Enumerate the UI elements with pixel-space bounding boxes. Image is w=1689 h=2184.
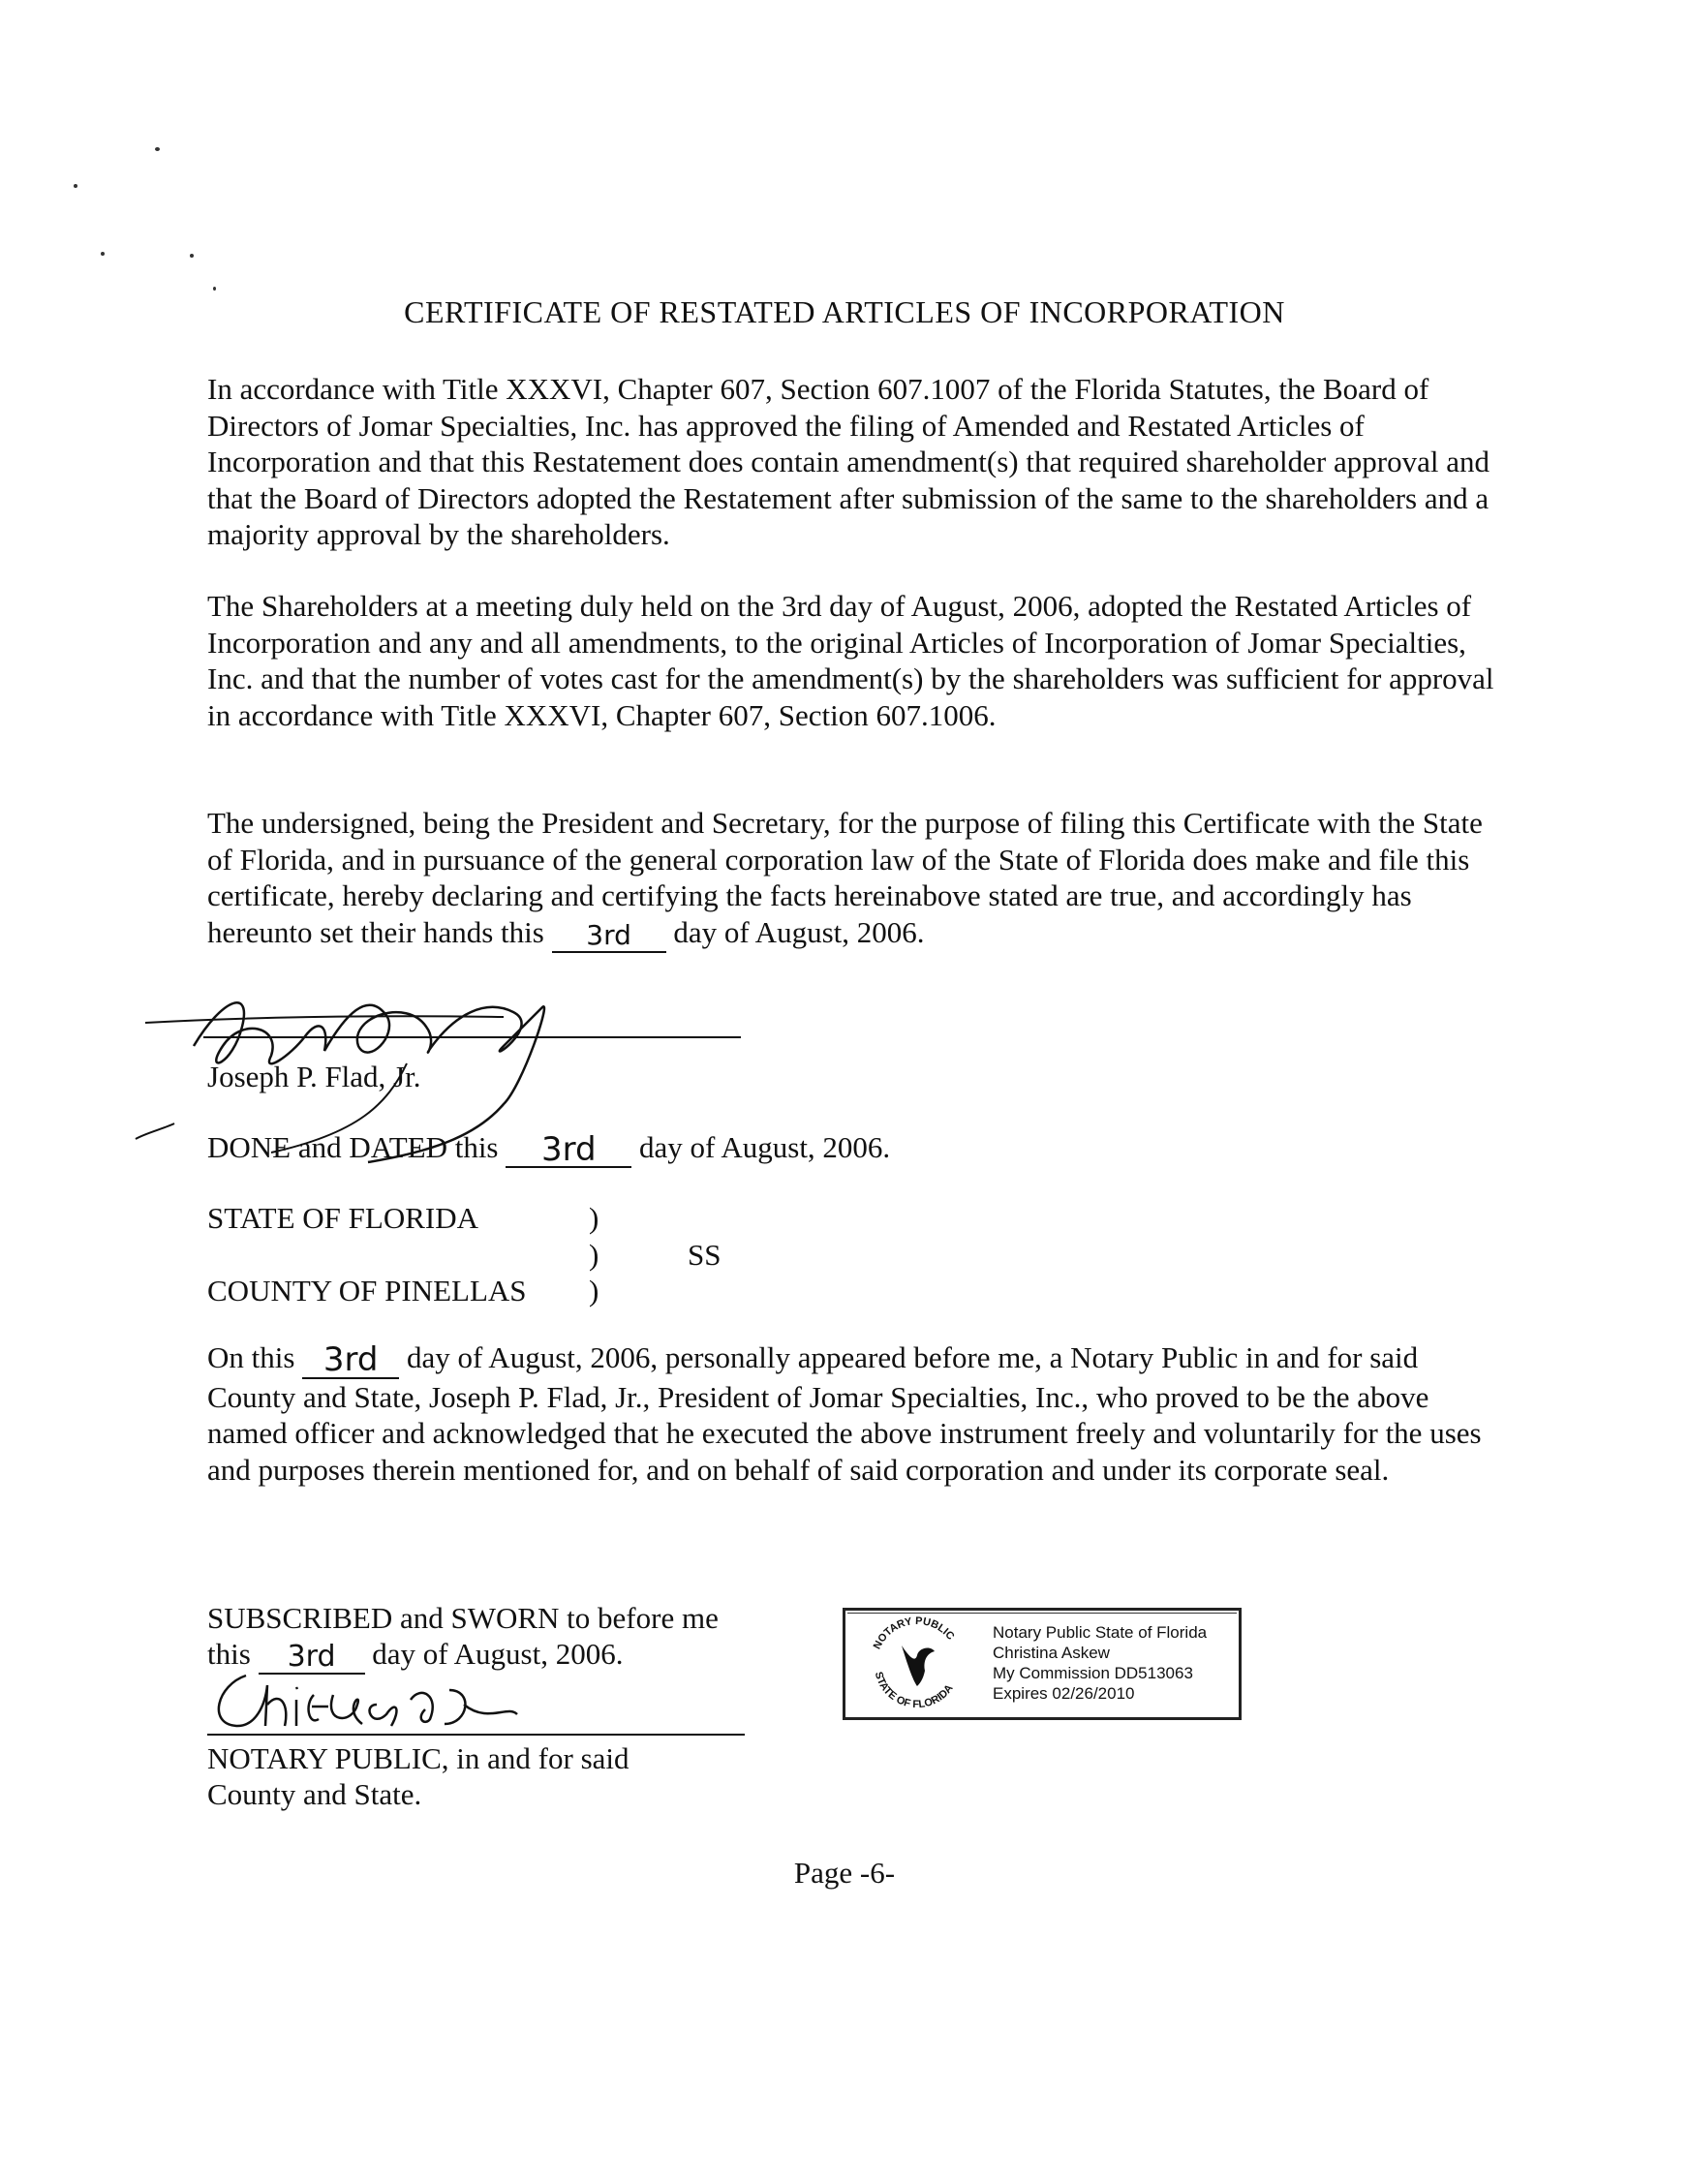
ack-text-after: day of August, 2006, personally appeared before me, a Notary Public in and for said County and State, Joseph P. Flad, Jr., President of Jomar Specialties, Inc., who proved to be the above named officer and acknowledged that he executed the above instrument freely and voluntarily for the uses and purposes therein mentioned for, and on behalf of said corporation and under its corporate seal. [207, 1340, 1482, 1487]
notary-signature-scrawl [207, 1666, 537, 1743]
signer-name: Joseph P. Flad, Jr. [207, 1060, 421, 1093]
ack-text-before: On this [207, 1340, 295, 1374]
scan-speck [74, 184, 77, 188]
document-title: CERTIFICATE OF RESTATED ARTICLES OF INCORPORATION [404, 294, 1285, 329]
stamp-line-2: Christina Askew [993, 1644, 1110, 1662]
paren-2: ) [589, 1238, 599, 1272]
notary-stamp [843, 1608, 1242, 1720]
notary-seal-emblem [859, 1616, 975, 1713]
paragraph-acknowledgment [207, 1339, 1505, 1488]
stamp-inner-border [847, 1613, 1237, 1614]
eagle-icon [902, 1646, 935, 1686]
undersigned-text: The undersigned, being the President and Secretary, for the purpose of filing this Certificate with the State of Florida, and in pursuance of the general corporation law of the State of Florida does make and file this certificate, hereby declaring and certifying the facts hereinabove stated are true, and accordingly has hereunto set their hands this [207, 806, 1483, 949]
handwritten-day: 3rd [586, 918, 631, 951]
scan-speck [155, 147, 160, 151]
subscribed-line: SUBSCRIBED and SWORN to before me [207, 1601, 719, 1635]
handwritten-day: 3rd [540, 1130, 597, 1169]
paragraph-undersigned [207, 805, 1505, 953]
handwritten-day: 3rd [287, 1640, 336, 1674]
undersigned-date-text: day of August, 2006. [673, 914, 925, 949]
county-label: COUNTY OF PINELLAS [207, 1274, 527, 1307]
notary-signature-line [207, 1734, 745, 1736]
done-dated-after-text: day of August, 2006. [639, 1130, 891, 1164]
subscribed-date-text: day of August, 2006. [372, 1637, 624, 1671]
page-number: Page -6- [793, 1856, 896, 1890]
notary-label-line1: NOTARY PUBLIC, in and for said [207, 1741, 630, 1775]
seal-ring-bottom-text: STATE OF FLORIDA [872, 1670, 956, 1711]
subscribed-this: this [207, 1637, 251, 1671]
stamp-text-block [993, 1622, 1207, 1704]
seal-ring-top-text: NOTARY PUBLIC [871, 1616, 957, 1651]
stamp-line-4: Expires 02/26/2010 [993, 1684, 1135, 1703]
done-dated-line [207, 1129, 890, 1168]
ss-label: SS [688, 1238, 722, 1272]
paren-1: ) [589, 1201, 599, 1235]
scan-speck [101, 252, 105, 256]
notary-label-line2: County and State. [207, 1777, 422, 1811]
president-signature-line [203, 1036, 741, 1038]
date-blank-ack [302, 1340, 399, 1379]
state-label: STATE OF FLORIDA [207, 1201, 478, 1235]
date-blank-undersigned [552, 915, 666, 954]
stamp-line-1: Notary Public State of Florida [993, 1623, 1208, 1642]
president-signature-scrawl [136, 959, 678, 1153]
date-blank-done [506, 1130, 631, 1168]
paragraph-shareholders: The Shareholders at a meeting duly held on the 3rd day of August, 2006, adopted the Restated Articles of Incorporation and any and all amendments, to the original Articles of Incorporation of Jomar Specialties, Inc. and that the number of votes cast for the amendment(s) by the shareholders was sufficient for approval in accordance with Title XXXVI, Chapter 607, Section 607.1006. [207, 589, 1494, 732]
scan-speck [190, 254, 194, 258]
handwritten-day: 3rd [322, 1340, 379, 1379]
scan-speck [213, 287, 216, 291]
stamp-line-3: My Commission DD513063 [993, 1664, 1193, 1682]
paren-3: ) [589, 1274, 599, 1307]
done-dated-text: DONE and DATED this [207, 1130, 499, 1164]
paragraph-authority: In accordance with Title XXXVI, Chapter 607, Section 607.1007 of the Florida Statutes, the Board of Directors of Jomar Specialties, Inc. has approved the filing of Amended and Restated Articles of Incorporation and that this Restatement does contain amendment(s) that required shareholder approval and that the Board of Directors adopted the Restatement after submission of the same to the shareholders and a majority approval by the shareholders. [207, 372, 1489, 551]
